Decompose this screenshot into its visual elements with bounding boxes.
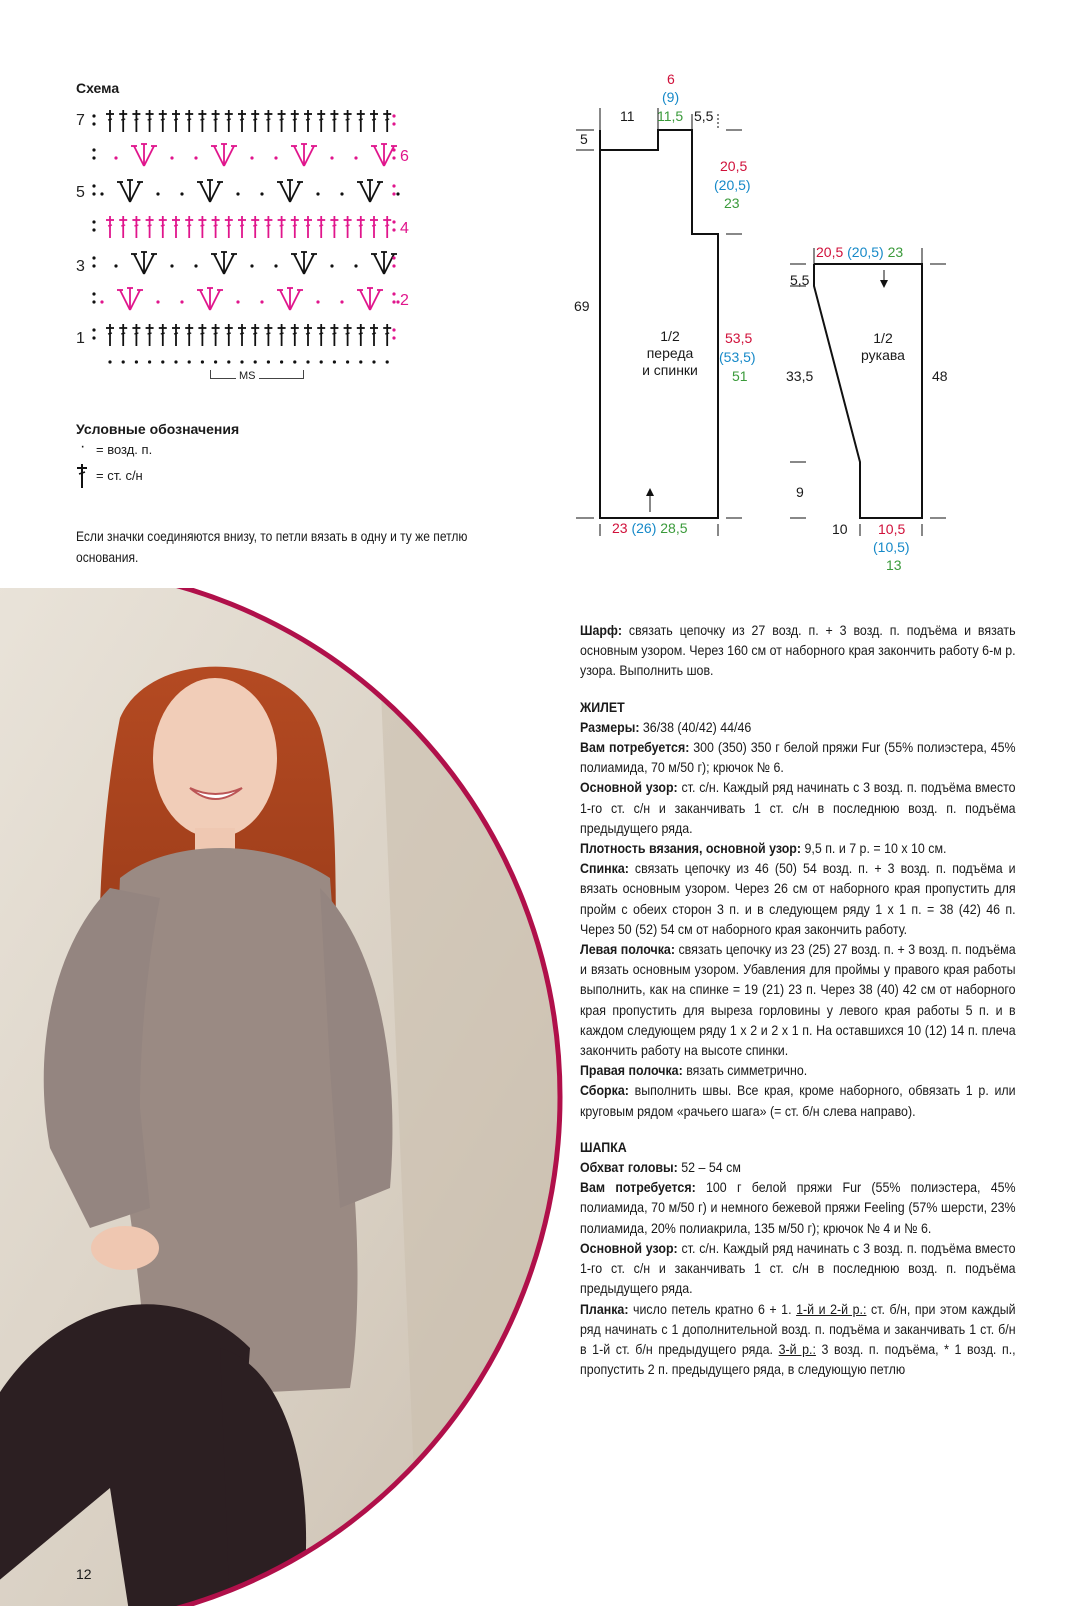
instructions xyxy=(580,621,1016,1380)
double-crochet-icon xyxy=(76,462,88,488)
row-number-5: 5 xyxy=(76,184,85,201)
legend-item-dc: = ст. с/н xyxy=(96,468,143,483)
dim-side-red: 53,5 xyxy=(725,330,753,346)
dim-neck-red: 6 xyxy=(667,71,675,87)
vest-materials: Вам потребуется: 300 (350) 350 г белой пряжи Fur (55% полиэстера, 45% полиамида, 70 м/50 г); крючок № 6. xyxy=(580,740,1016,776)
model-photo xyxy=(0,588,570,1606)
page-number: 12 xyxy=(76,1566,92,1582)
dim-side-blue: (53,5) xyxy=(719,349,756,365)
vest-back: Спинка: связать цепочку из 46 (50) 54 возд. п. + 3 возд. п. подъёма и вязать основным узором. Через 26 см от наборного края пропустить для пройм с обеих сторон 3 п. и в следующем ряду 1 х 1 п. = 38 (42) 46 п. Через 50 (52) 54 см от наборного края закончить работу. xyxy=(580,861,1016,937)
sleeve-pattern xyxy=(790,240,990,540)
sleeve-label: 1/2 рукава xyxy=(861,330,905,363)
row-number-7: 7 xyxy=(76,112,85,129)
dim-neck-depth: 5 xyxy=(580,131,588,147)
row-number-3: 3 xyxy=(76,258,85,275)
dim-armhole-green: 23 xyxy=(724,195,740,211)
dim-sleeve-cuff: 9 xyxy=(796,484,804,500)
dim-shoulder: 11 xyxy=(620,108,635,124)
hat-head-size: Обхват головы: 52 – 54 см xyxy=(580,1160,741,1176)
repeat-label: MS xyxy=(236,370,259,382)
dim-sleeve-bottom-blue: (10,5) xyxy=(873,539,910,555)
vest-density: Плотность вязания, основной узор: 9,5 п. и 7 р. = 10 х 10 см. xyxy=(580,841,947,857)
chain-dot-icon: · xyxy=(80,438,86,455)
row-number-4: 4 xyxy=(400,220,409,237)
vest-sizes: Размеры: 36/38 (40/42) 44/46 xyxy=(580,719,752,735)
dim-armhole-blue: (20,5) xyxy=(714,177,751,193)
hat-materials: Вам потребуется: 100 г белой пряжи Fur (55% полиэстера, 45% полиамида, 70 м/50 г) и немного бежевой пряжи Feeling (57% шерсти, 23% полиамида, 20% полиакрила, 135 м/50 г); крючок № 4 и № 6. xyxy=(580,1180,1016,1236)
dim-sleeve-top: 20,5 (20,5) 23 xyxy=(816,244,904,260)
dim-sleeve-bottom-green: 13 xyxy=(886,557,902,573)
dim-sleeve-bottom: 10 xyxy=(832,521,848,537)
body-label: 1/2 переда и спинки xyxy=(642,328,698,378)
scarf-paragraph: Шарф: связать цепочку из 27 возд. п. + 3 возд. п. подъёма и вязать основным узором. Через 160 см от наборного края закончить работу 6-м р. узора. Выполнить шов. xyxy=(580,623,1016,679)
dim-neck-green: 11,5 xyxy=(657,108,684,124)
row-number-6: 6 xyxy=(400,148,409,165)
vest-main-pattern: Основной узор: ст. с/н. Каждый ряд начинать с 3 возд. п. подъёма вместо 1-го ст. с/н и заканчивать 1 ст. с/н в последнюю возд. п. подъёма предыдущего ряда. xyxy=(580,780,1016,836)
dim-bottom: 23 (26) 28,5 xyxy=(612,520,688,536)
dim-sleeve-slant: 33,5 xyxy=(786,368,814,384)
hat-main-pattern: Основной узор: ст. с/н. Каждый ряд начинать с 3 возд. п. подъёма вместо 1-го ст. с/н и заканчивать 1 ст. с/н в последнюю возд. п. подъёма предыдущего ряда. xyxy=(580,1240,1016,1297)
vest-left-front: Левая полочка: связать цепочку из 23 (25) 27 возд. п. + 3 возд. п. подъёма и вязать основным узором. Убавления для проймы у правого края работы выполнить, как на спинке = 19 (21) 23 п. Через 38 (40) 42 см от наборного края пропустить для выреза горловины у левого края работы 5 п. и в каждом следующем ряду 1 х 2 и 2 х 1 п. На оставшихся 10 (12) 14 п. плеча закончить работу на высоте спинки. xyxy=(580,942,1016,1059)
legend-item-chain: = возд. п. xyxy=(96,442,153,457)
dim-sleeve-length: 48 xyxy=(932,368,948,384)
dim-neck-blue: (9) xyxy=(662,89,680,105)
row-number-1: 1 xyxy=(76,330,85,347)
schema-title: Схема xyxy=(76,80,120,96)
note-text: Если значки соединяются внизу, то петли вязать в одну и ту же петлю основания. xyxy=(76,529,468,565)
crochet-chart xyxy=(90,100,400,390)
vest-right-front: Правая полочка: вязать симметрично. xyxy=(580,1063,808,1079)
dim-sleeve-cap: 5,5 xyxy=(790,272,810,288)
dim-sleeve-bottom-red: 10,5 xyxy=(878,521,906,537)
vest-assembly: Сборка: выполнить швы. Все края, кроме наборного, обвязать 1 р. или круговым рядом «рачьего шага» (= ст. б/н слева направо). xyxy=(580,1083,1016,1119)
dim-side-green: 51 xyxy=(732,368,748,384)
dim-armhole-width: 5,5 xyxy=(694,108,714,124)
dim-armhole-red: 20,5 xyxy=(720,158,748,174)
dim-body-height: 69 xyxy=(574,298,590,314)
vest-title: ЖИЛЕТ xyxy=(580,699,625,715)
legend-title: Условные обозначения xyxy=(76,421,240,437)
row-number-2: 2 xyxy=(400,292,409,309)
hat-band: Планка: число петель кратно 6 + 1. 1-й и 2-й р.: ст. б/н, при этом каждый ряд начинать с 1 дополнительной возд. п. подъёма и заканчивать 1 ст. б/н в 1-й ст. б/н предыдущего ряда. 3-й р.: 3 возд. п. подъёма, * 1 возд. п., пропустить 2 п. предыдущего ряда, в следующую петлю xyxy=(580,1301,1016,1378)
hat-title: ШАПКА xyxy=(580,1139,627,1155)
